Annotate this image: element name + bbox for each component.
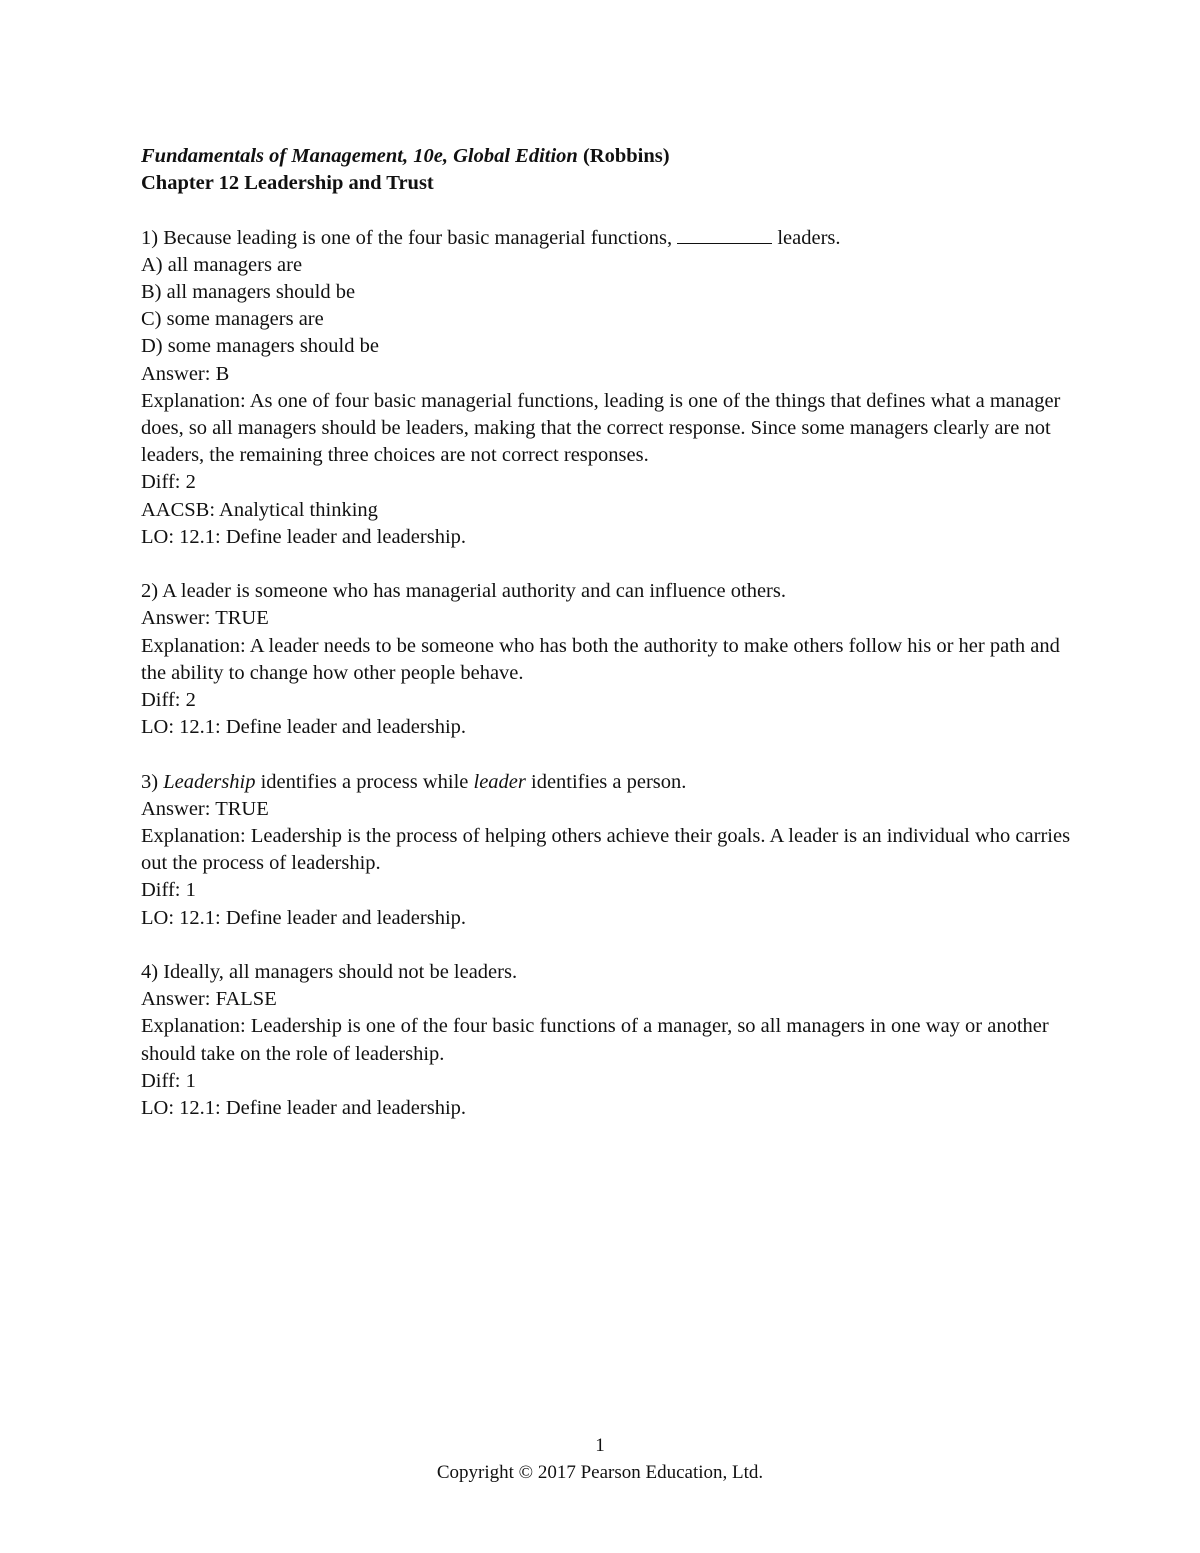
question-1-stem: [141, 225, 1071, 252]
question-1-aacsb: AACSB: Analytical thinking: [141, 498, 378, 521]
question-3-term-leadership: Leadership: [163, 770, 256, 793]
question-3-stem: [141, 769, 1071, 796]
question-4-explanation: Explanation: Leadership is one of the four basic functions of a manager, so all managers in one way or another should take on the role of leadership.: [141, 1015, 1049, 1065]
question-1-difficulty: Diff: 2: [141, 471, 196, 494]
question-4-stem: 4) Ideally, all managers should not be leaders.: [141, 961, 518, 984]
question-1-learning-objective: LO: 12.1: Define leader and leadership.: [141, 525, 467, 548]
question-4-difficulty: Diff: 1: [141, 1069, 196, 1092]
question-1-option-d: D) some managers should be: [141, 335, 379, 358]
fill-in-blank: [677, 225, 772, 244]
page-number: 1: [595, 1435, 605, 1456]
question-2-answer: Answer: TRUE: [141, 607, 269, 630]
question-3-answer: Answer: TRUE: [141, 797, 269, 820]
question-4: [141, 959, 1071, 1122]
question-3-stem-middle: identifies a process while: [255, 770, 474, 793]
question-2: [141, 578, 1071, 741]
chapter-title: Chapter 12 Leadership and Trust: [141, 172, 434, 195]
copyright-notice: Copyright © 2017 Pearson Education, Ltd.: [436, 1462, 764, 1483]
question-1-option-b: B) all managers should be: [141, 281, 356, 303]
question-2-learning-objective: LO: 12.1: Define leader and leadership.: [141, 716, 467, 739]
question-3-difficulty: Diff: 1: [141, 879, 196, 902]
question-3-learning-objective: LO: 12.1: Define leader and leadership.: [141, 906, 467, 929]
question-1-explanation: Explanation: As one of four basic managerial functions, leading is one of the things that defines what a manager does, so all managers should be leaders, making that the correct response. Since some managers clearly are not leaders, the remaining three choices are not correct responses.: [141, 389, 1061, 467]
question-3: [141, 769, 1071, 932]
question-2-explanation: Explanation: A leader needs to be someone who has both the authority to make others follow his or her path and the ability to change how other people behave.: [141, 634, 1060, 684]
question-3-number: 3): [141, 770, 164, 793]
book-title-line: [141, 143, 1071, 170]
question-1-answer: Answer: B: [141, 362, 230, 385]
question-3-stem-end: identifies a person.: [525, 770, 687, 793]
question-3-explanation: Explanation: Leadership is the process of helping others achieve their goals. A leader is an individual who carries out the process of leadership.: [141, 825, 1071, 875]
question-2-stem: 2) A leader is someone who has managerial authority and can influence others.: [141, 580, 786, 603]
question-2-difficulty: Diff: 2: [141, 689, 196, 712]
document-heading: [141, 143, 1071, 197]
question-3-term-leader: leader: [473, 770, 526, 793]
question-1: [141, 225, 1071, 551]
book-title: Fundamentals of Management, 10e, Global Edition: [141, 145, 578, 167]
question-1-option-a: A) all managers are: [141, 253, 303, 276]
question-1-stem-start: 1) Because leading is one of the four basic managerial functions,: [141, 226, 678, 249]
question-4-learning-objective: LO: 12.1: Define leader and leadership.: [141, 1097, 467, 1120]
question-1-option-c: C) some managers are: [141, 308, 324, 331]
question-1-stem-end: leaders.: [772, 226, 841, 249]
question-4-answer: Answer: FALSE: [141, 988, 277, 1011]
book-author: (Robbins): [577, 145, 670, 167]
document-body: [141, 143, 1071, 1122]
